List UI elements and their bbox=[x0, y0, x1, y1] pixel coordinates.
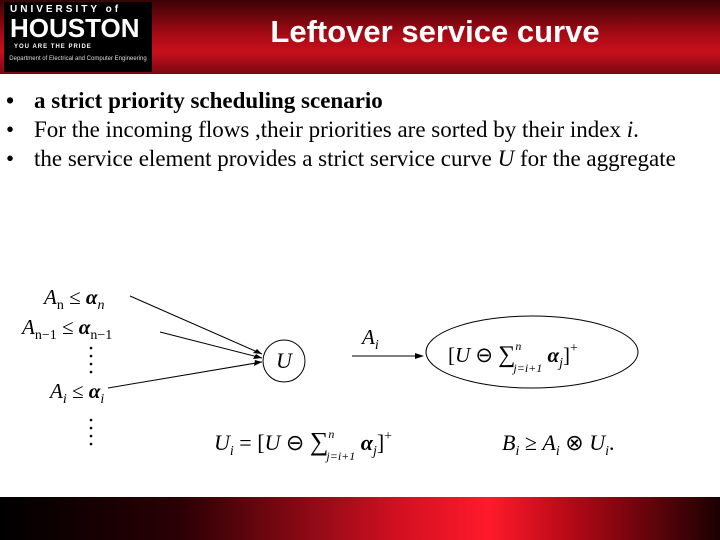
bullet-dot-icon: • bbox=[6, 88, 15, 113]
input-arrows bbox=[108, 296, 262, 388]
output-flow-label: $A_i$ bbox=[362, 325, 379, 353]
service-curve-diagram bbox=[0, 270, 720, 495]
bullet-text: For the incoming flows ,their priorities are sorted by their index bbox=[34, 117, 627, 142]
arrowhead-icon bbox=[415, 353, 424, 359]
slide-footer bbox=[0, 497, 720, 540]
slide-header bbox=[0, 0, 720, 74]
bullet-text: a strict priority scheduling scenario bbox=[34, 88, 383, 113]
input-constraint-n: $A_n \le \alpha_n$ bbox=[44, 285, 105, 313]
bullet-item bbox=[6, 115, 706, 144]
bullet-list bbox=[6, 86, 706, 173]
logo-department: Department of Electrical and Computer Engineering bbox=[9, 56, 147, 62]
service-element-label: U bbox=[276, 348, 292, 373]
leftover-curve-equation: $U_i = [U$ ⊖ ∑$^n$ j=i+1 $\alpha_j]^+$ bbox=[214, 427, 393, 463]
bullet-dot-icon: • bbox=[6, 117, 15, 142]
bullet-text: the service element provides a strict service curve bbox=[34, 146, 498, 171]
bullet-italic-var: U bbox=[497, 146, 515, 171]
bullet-dot-icon: • bbox=[6, 146, 15, 171]
logo-houston-text: HOUSTON bbox=[10, 13, 140, 43]
logo-university-text: UNIVERSITY of bbox=[10, 4, 122, 15]
slide-title: Leftover service curve bbox=[270, 14, 600, 49]
output-bound-equation: $B_i \ge A_i$ ⊗ $U_i$. bbox=[502, 430, 615, 459]
bullet-text-end: for the aggregate bbox=[514, 146, 676, 171]
bullet-item bbox=[6, 86, 706, 115]
bullet-text-end: . bbox=[633, 117, 639, 142]
logo-tagline: YOU ARE THE PRIDE bbox=[14, 44, 92, 50]
input-constraint-i: $A_i \le \alpha_i$ bbox=[50, 379, 105, 407]
leftover-service-expression: [U ⊖ ∑$^n$ j=i+1 $\alpha_j]^+$ bbox=[448, 339, 578, 375]
bullet-item bbox=[6, 144, 706, 173]
input-constraint-n-1: $A_{n-1} \le \alpha_{n-1}$ bbox=[22, 315, 113, 343]
bullet-italic-var: i bbox=[626, 117, 634, 142]
university-logo bbox=[4, 2, 152, 72]
